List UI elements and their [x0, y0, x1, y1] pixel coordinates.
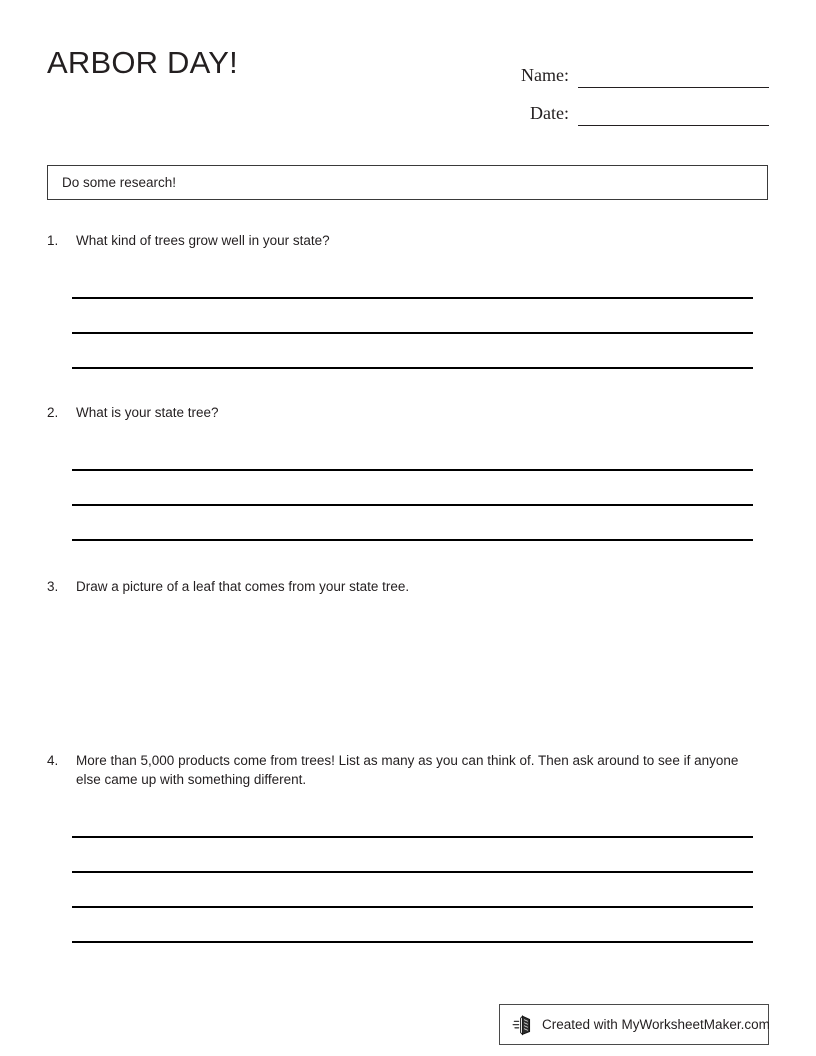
question-number: 2. — [47, 405, 59, 420]
questions-list — [47, 231, 769, 956]
answer-line[interactable] — [72, 908, 753, 943]
answer-line[interactable] — [72, 838, 753, 873]
answer-line[interactable] — [72, 803, 753, 838]
question-item — [47, 231, 769, 369]
question-item — [47, 403, 769, 541]
name-row — [511, 50, 769, 88]
answer-line[interactable] — [72, 506, 753, 541]
instruction-text: Do some research! — [62, 174, 177, 190]
footer-badge[interactable] — [499, 1004, 769, 1045]
answer-lines — [72, 250, 769, 369]
worksheet-maker-logo-icon — [512, 1013, 536, 1037]
question-text: Draw a picture of a leaf that comes from your state tree. — [76, 579, 410, 594]
question-head — [47, 231, 769, 250]
question-number: 1. — [47, 233, 59, 248]
answer-line[interactable] — [72, 471, 753, 506]
question-item — [47, 751, 769, 943]
question-text: More than 5,000 products come from trees! List as many as you can think of. Then ask around to see if anyone else came up with something different. — [76, 753, 739, 787]
question-item — [47, 577, 769, 686]
question-text: What is your state tree? — [76, 405, 219, 420]
name-label: Name: — [521, 65, 569, 85]
answer-line[interactable] — [72, 264, 753, 299]
name-input-line[interactable] — [578, 65, 769, 88]
date-input-line[interactable] — [578, 103, 769, 126]
answer-line[interactable] — [72, 334, 753, 369]
question-number: 4. — [47, 753, 59, 768]
date-label: Date: — [530, 103, 569, 123]
answer-lines — [72, 422, 769, 541]
question-head — [47, 403, 769, 422]
worksheet-header — [47, 44, 769, 124]
instruction-box — [47, 165, 768, 200]
page-title: ARBOR DAY! — [47, 45, 238, 80]
footer-text: Created with MyWorksheetMaker.com — [542, 1016, 770, 1032]
answer-line[interactable] — [72, 299, 753, 334]
drawing-space[interactable] — [72, 596, 769, 686]
question-text: What kind of trees grow well in your state? — [76, 233, 330, 248]
date-row — [511, 88, 769, 126]
question-head — [47, 577, 769, 596]
question-number: 3. — [47, 579, 59, 594]
answer-line[interactable] — [72, 436, 753, 471]
name-date-block — [511, 50, 769, 126]
question-head — [47, 751, 769, 789]
answer-lines — [72, 789, 769, 943]
answer-line[interactable] — [72, 873, 753, 908]
